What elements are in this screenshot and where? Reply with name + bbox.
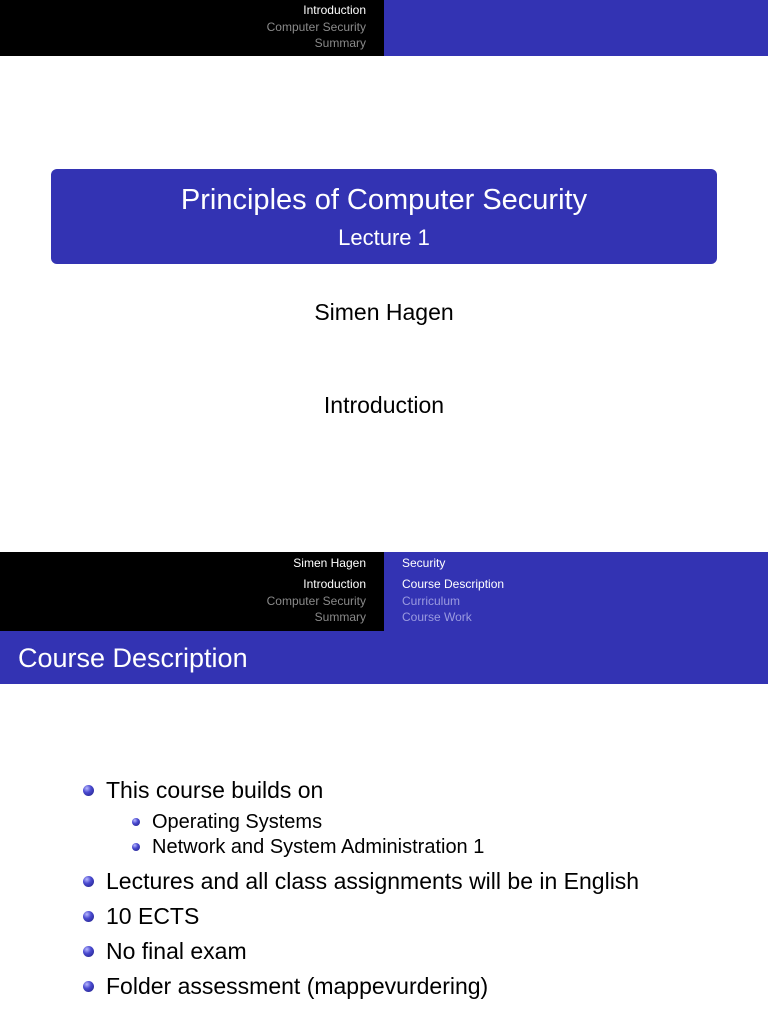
list-item-text: This course builds on (106, 777, 324, 803)
nav-section-list (267, 576, 366, 626)
bullet-ball-icon (83, 981, 94, 992)
bullet-ball-icon (132, 818, 140, 826)
navigation-header (0, 0, 768, 56)
presentation-subtitle: Lecture 1 (338, 225, 430, 250)
nav-author: Simen Hagen (293, 556, 366, 570)
author-name: Simen Hagen (314, 299, 454, 325)
nav-section-computer-security[interactable]: Computer Security (266, 19, 366, 34)
nav-section-introduction[interactable]: Introduction (303, 3, 366, 17)
nav-current-section[interactable]: Security (402, 556, 446, 570)
nav-subsections-panel (384, 0, 768, 56)
list-item (106, 867, 639, 895)
list-item-text: Lectures and all class assignments will be in English (106, 868, 640, 894)
nav-section-introduction[interactable]: Introduction (303, 577, 366, 591)
list-item-text: Operating Systems (152, 811, 323, 833)
list-item-text: Network and System Administration 1 (152, 836, 485, 858)
list-item (152, 835, 484, 859)
navigation-header (0, 552, 768, 631)
nav-section-list (267, 2, 366, 52)
nav-section-computer-security[interactable]: Computer Security (266, 593, 366, 608)
presentation-title: Principles of Computer Security (180, 184, 588, 216)
bullet-ball-icon (83, 946, 94, 957)
frame-title: Course Description (18, 643, 248, 673)
bullet-ball-icon (132, 843, 140, 851)
list-item (106, 902, 199, 930)
nav-sections-panel (0, 0, 384, 56)
nav-section-summary[interactable]: Summary (314, 36, 366, 50)
nav-subsection-list (402, 576, 504, 626)
list-item-text: 10 ECTS (106, 903, 200, 929)
list-item (106, 937, 247, 965)
list-item-text: Folder assessment (mappevurdering) (106, 973, 489, 999)
nav-subsection-curriculum[interactable]: Curriculum (402, 593, 461, 608)
bullet-ball-icon (83, 876, 94, 887)
bullet-ball-icon (83, 785, 94, 796)
frame-title-bar (0, 631, 768, 684)
nav-subsection-course-work[interactable]: Course Work (402, 610, 472, 624)
list-item-text: No final exam (106, 938, 247, 964)
title-block (51, 169, 717, 264)
list-item (152, 810, 322, 834)
nav-subsections-panel (384, 552, 768, 631)
nav-section-summary[interactable]: Summary (314, 610, 366, 624)
institute-text: Introduction (323, 392, 445, 418)
list-item (106, 972, 488, 1000)
nav-sections-panel (0, 552, 384, 631)
nav-subsection-course-description[interactable]: Course Description (402, 577, 505, 591)
content-slide (0, 552, 768, 1024)
bullet-ball-icon (83, 911, 94, 922)
list-item (106, 776, 323, 804)
